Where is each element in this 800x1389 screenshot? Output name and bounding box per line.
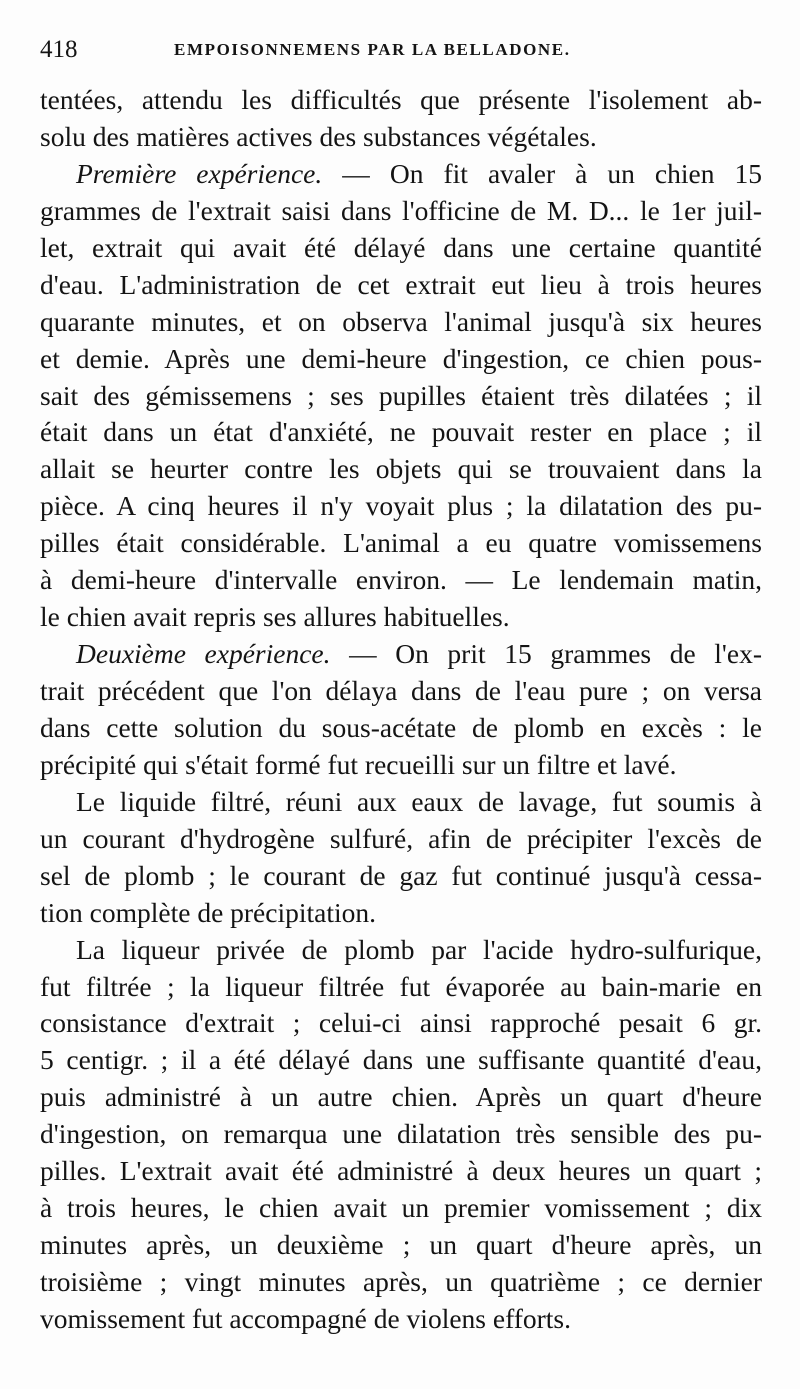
text-line — [40, 1116, 762, 1153]
line-text: allait se heurter contre les objets qui se trouvaient dans la — [40, 453, 762, 485]
text-line — [40, 821, 762, 858]
text-line — [40, 599, 762, 636]
text-line — [40, 414, 762, 451]
text-line — [40, 378, 762, 415]
text-line — [40, 1005, 762, 1042]
text-line — [40, 858, 762, 895]
text-line — [40, 230, 762, 267]
text-line — [40, 156, 762, 193]
text-line — [40, 304, 762, 341]
text-line — [40, 932, 762, 969]
line-text: vomissement fut accompagné de violens efforts. — [40, 1302, 572, 1334]
line-text: pilles était considérable. L'animal a eu quatre vomissemens — [40, 527, 762, 559]
line-text: était dans un état d'anxiété, ne pouvait rester en place ; il — [40, 416, 762, 448]
text-line — [40, 1227, 762, 1264]
text-line — [40, 1264, 762, 1301]
text-line — [40, 82, 762, 119]
text-line — [40, 784, 762, 821]
text-line — [40, 1301, 762, 1338]
text-line — [40, 525, 762, 562]
line-text: sait des gémissemens ; ses pupilles étaient très dilatées ; il — [40, 379, 762, 411]
text-line — [40, 673, 762, 710]
text-line — [40, 1190, 762, 1227]
text-line — [40, 1079, 762, 1116]
text-line — [40, 710, 762, 747]
experiment-heading: Deuxième expérience. — [76, 638, 331, 670]
line-text: let, extrait qui avait été délayé dans une certaine quantité — [40, 231, 762, 263]
line-text: sel de plomb ; le courant de gaz fut continué jusqu'à cessa- — [40, 859, 762, 891]
body-text — [40, 82, 762, 1338]
line-text: consistance d'extrait ; celui-ci ainsi rapproché pesait 6 gr. — [40, 1007, 762, 1039]
text-line — [40, 488, 762, 525]
line-text: solu des matières actives des substances végétales. — [40, 120, 597, 152]
line-text: — On fit avaler à un chien 15 — [322, 157, 762, 189]
text-line — [40, 1042, 762, 1079]
line-text: La liqueur privée de plomb par l'acide hydro-sulfurique, — [76, 933, 762, 965]
line-text: puis administré à un autre chien. Après un quart d'heure — [40, 1081, 762, 1113]
line-text: tentées, attendu les difficultés que présente l'isolement ab- — [40, 84, 762, 115]
line-text: minutes après, un deuxième ; un quart d'heure après, un — [40, 1229, 762, 1261]
line-text: d'ingestion, on remarqua une dilatation très sensible des pu- — [40, 1118, 762, 1150]
text-line — [40, 969, 762, 1006]
line-text: à trois heures, le chien avait un premier vomissement ; dix — [40, 1192, 762, 1224]
page-number: 418 — [40, 36, 78, 63]
text-line — [40, 895, 762, 932]
line-text: à demi-heure d'intervalle environ. — Le lendemain matin, — [40, 564, 762, 596]
text-line — [40, 267, 762, 304]
line-text: 5 centigr. ; il a été délayé dans une suffisante quantité d'eau, — [40, 1044, 762, 1076]
line-text: fut filtrée ; la liqueur filtrée fut évaporée au bain-marie en — [40, 970, 762, 1002]
text-line — [40, 636, 762, 673]
experiment-heading: Première expérience. — [76, 157, 323, 189]
text-line — [40, 562, 762, 599]
line-text: d'eau. L'administration de cet extrait eut lieu à trois heures — [40, 268, 762, 300]
line-text: trait précédent que l'on délaya dans de l'eau pure ; on versa — [40, 675, 762, 706]
text-line — [40, 119, 762, 156]
line-text: troisième ; vingt minutes après, un quatrième ; ce dernier — [40, 1266, 762, 1297]
line-text: tion complète de précipitation. — [40, 896, 377, 928]
text-line — [40, 341, 762, 378]
line-text: grammes de l'extrait saisi dans l'officine de M. D... le 1er juil- — [40, 194, 762, 226]
running-head — [40, 34, 762, 72]
line-text: Le liquide filtré, réuni aux eaux de lavage, fut soumis à — [76, 785, 762, 817]
text-line — [40, 193, 762, 230]
line-text: précipité qui s'était formé fut recueilli sur un filtre et lavé. — [40, 748, 677, 780]
line-text: pièce. A cinq heures il n'y voyait plus ; la dilatation des pu- — [40, 490, 762, 522]
line-text: et demie. Après une demi-heure d'ingestion, ce chien pous- — [40, 342, 762, 374]
line-text: pilles. L'extrait avait été administré à deux heures un quart ; — [40, 1155, 762, 1187]
line-text: quarante minutes, et on observa l'animal jusqu'à six heures — [40, 305, 762, 337]
text-line — [40, 1153, 762, 1190]
line-text: un courant d'hydrogène sulfuré, afin de précipiter l'excès de — [40, 822, 762, 854]
line-text: — On prit 15 grammes de l'ex- — [330, 638, 763, 670]
text-line — [40, 747, 762, 784]
running-title: EMPOISONNEMENS PAR LA BELLADONE. — [174, 40, 571, 59]
line-text: dans cette solution du sous-acétate de plomb en excès : le — [40, 711, 762, 743]
line-text: le chien avait repris ses allures habituelles. — [40, 601, 510, 633]
text-line — [40, 451, 762, 488]
